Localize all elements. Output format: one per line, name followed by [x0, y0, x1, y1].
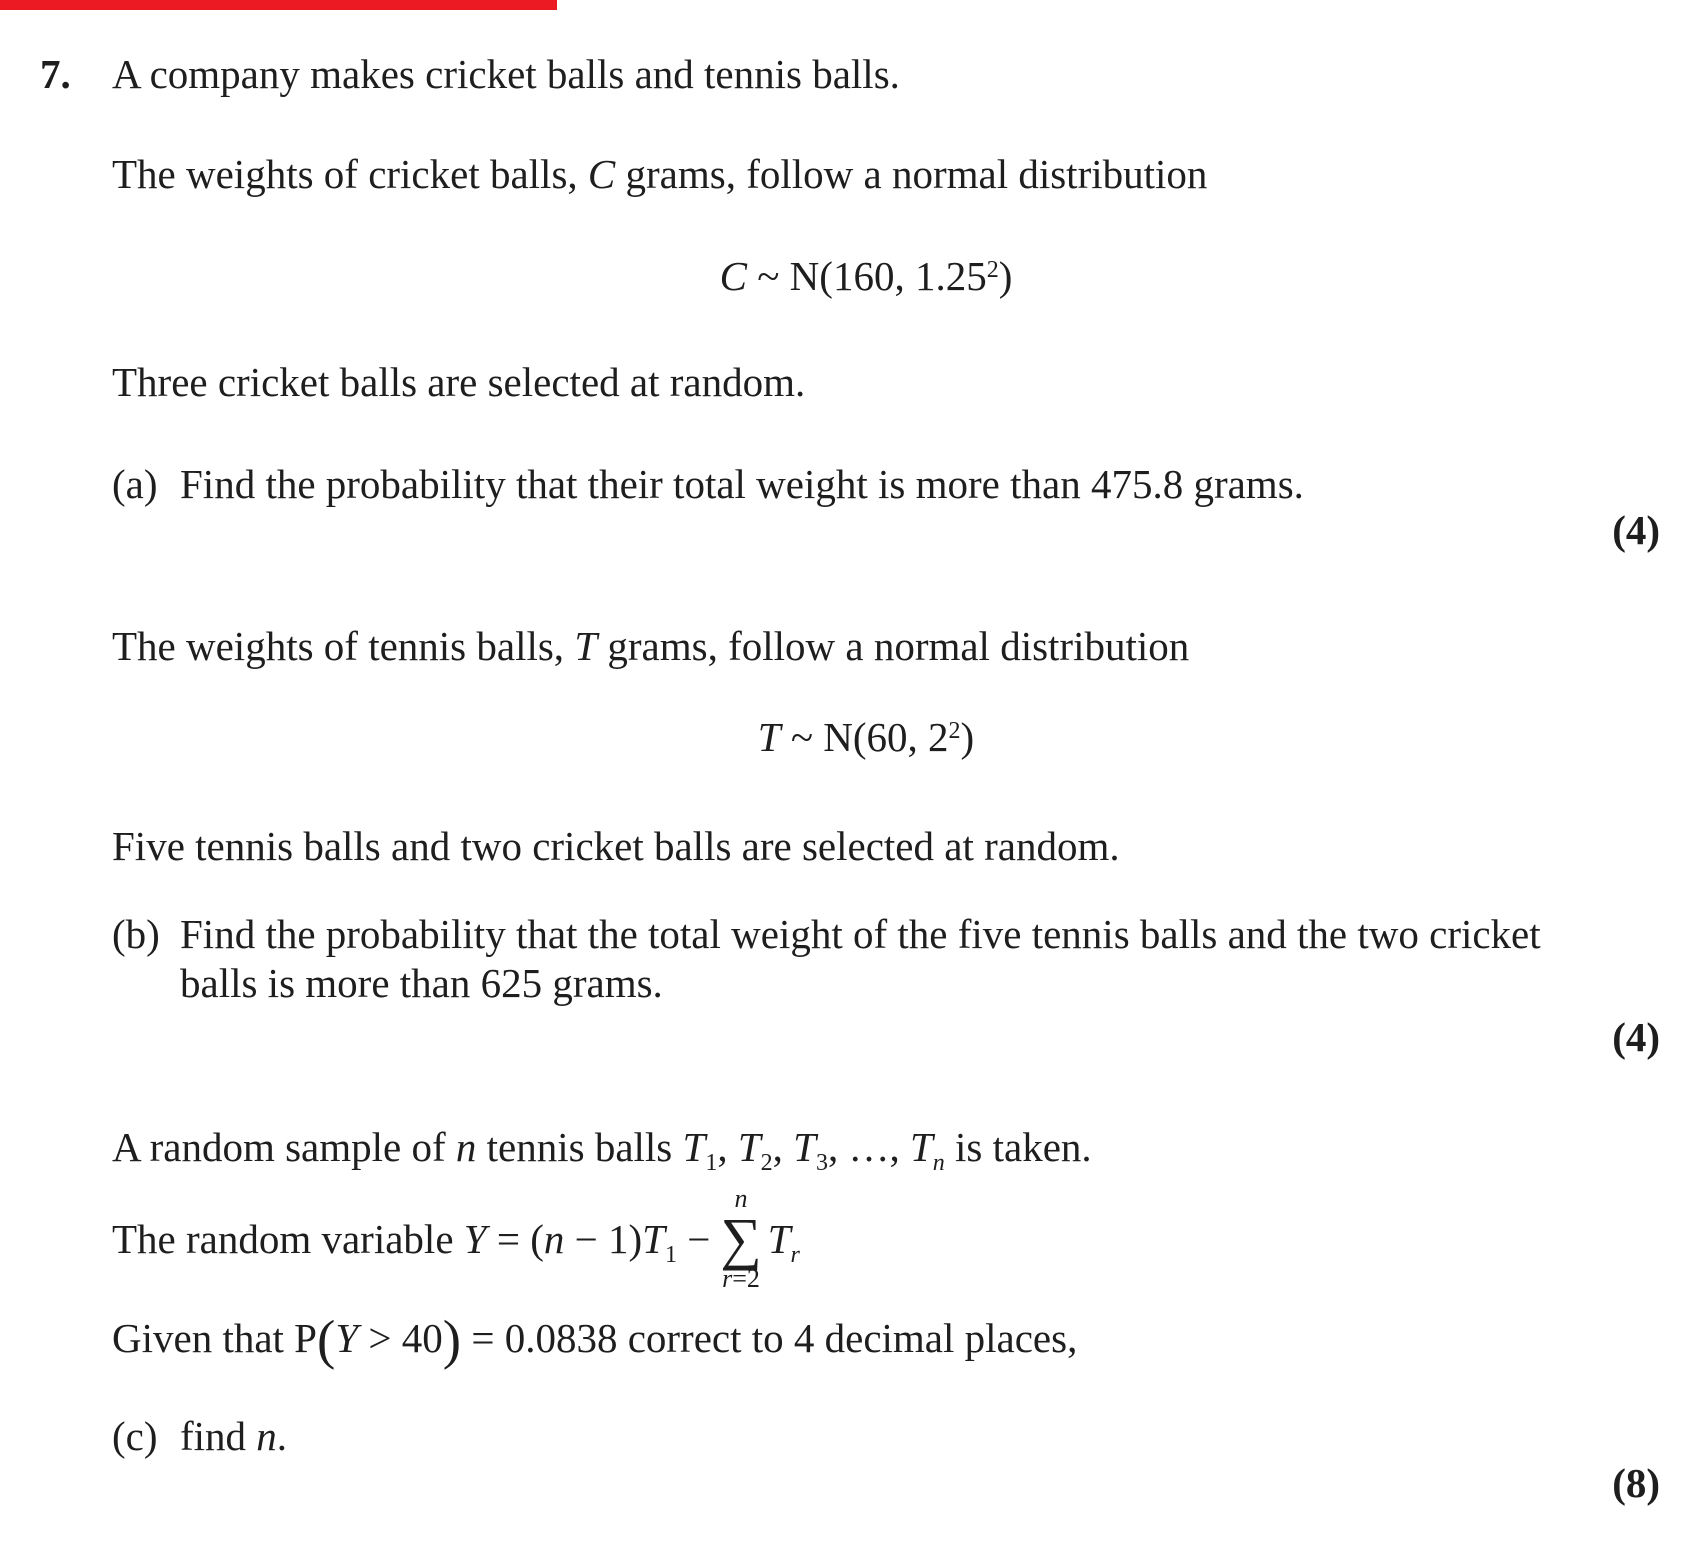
part-a-label: (a) [112, 461, 158, 507]
sep: , [772, 1124, 794, 1170]
cricket-dist-close: ) [998, 253, 1013, 299]
var-r: r [722, 1264, 733, 1293]
sample-line [112, 1122, 1092, 1176]
var-T: T [757, 714, 781, 760]
part-c-label: (c) [112, 1413, 158, 1459]
var-T: T [574, 623, 598, 669]
part-b-line2: balls is more than 625 grams. [180, 960, 663, 1006]
part-c-text: find [180, 1413, 257, 1459]
question-intro-line [40, 49, 900, 99]
tennis-weights-line [112, 621, 1189, 671]
var-Tn: T [909, 1124, 933, 1170]
tennis-desc-pre: The weights of tennis balls, [112, 623, 575, 669]
var-C: C [587, 151, 616, 197]
given-pre: Given that P [112, 1315, 317, 1361]
tennis-distribution-formula [112, 712, 1620, 762]
tennis-dist-exponent: 2 [948, 718, 961, 744]
tennis-desc-post: grams, follow a normal distribution [597, 623, 1190, 669]
given-line [112, 1309, 1078, 1370]
var-C: C [719, 253, 747, 299]
part-b-line1 [112, 909, 1541, 959]
part-b-text-line1: Find the probability that the total weight of the five tennis balls and the two cricket [180, 911, 1541, 957]
cricket-dist-body: ~ N(160, 1.25 [747, 253, 987, 299]
sample-pre: A random sample of [112, 1124, 456, 1170]
var-T1: T [682, 1124, 706, 1170]
summation-upper-limit: n [734, 1184, 748, 1213]
top-red-bar [0, 0, 557, 10]
minus-sign: − [676, 1216, 711, 1262]
part-a-line [112, 459, 1304, 509]
sample-mid: tennis balls [476, 1124, 683, 1170]
var-T2: T [737, 1124, 761, 1170]
minus-one-close-paren: − 1) [564, 1216, 643, 1262]
sample-post: is taken. [944, 1124, 1092, 1170]
var-T: T [767, 1216, 791, 1262]
equals-open-paren: = ( [486, 1216, 544, 1262]
cricket-dist-exponent: 2 [986, 257, 999, 283]
close-paren: ) [442, 1309, 462, 1370]
formula-right-group [767, 1215, 800, 1268]
tennis-dist-close: ) [960, 714, 975, 760]
tennis-dist-body: ~ N(60, 2 [780, 714, 949, 760]
cricket-desc-post: grams, follow a normal distribution [615, 151, 1208, 197]
ellipsis-sep: , …, [827, 1124, 910, 1170]
part-c-line [112, 1411, 287, 1461]
sub-r: r [790, 1242, 800, 1268]
sub-1: 1 [705, 1150, 718, 1176]
part-a-marks: (4) [1612, 507, 1660, 553]
question-intro-text: A company makes cricket balls and tennis balls. [112, 51, 900, 97]
sep: , [717, 1124, 738, 1170]
equals-two: =2 [732, 1264, 760, 1293]
condition: > 40 [358, 1315, 443, 1361]
question-number: 7. [40, 51, 71, 97]
formula-pre: The random variable [112, 1216, 464, 1262]
three-balls-line: Three cricket balls are selected at random. [112, 359, 806, 405]
summation-symbol [720, 1186, 761, 1292]
random-variable-formula [112, 1183, 800, 1295]
cricket-distribution-formula [112, 251, 1620, 301]
summation-lower-limit [722, 1266, 760, 1292]
var-n: n [543, 1216, 565, 1262]
formula-left-group [112, 1215, 711, 1268]
cricket-weights-line [112, 149, 1207, 199]
part-a-text: Find the probability that their total weight is more than 475.8 grams. [180, 461, 1304, 507]
given-post: = 0.0838 correct to 4 decimal places, [461, 1315, 1078, 1361]
part-c-period: . [276, 1413, 288, 1459]
sub-1: 1 [664, 1242, 677, 1268]
var-Y: Y [335, 1315, 359, 1361]
five-balls-line: Five tennis balls and two cricket balls are selected at random. [112, 823, 1120, 869]
sub-n: n [932, 1150, 945, 1176]
part-c-marks: (8) [1612, 1460, 1660, 1506]
open-paren: ( [316, 1309, 336, 1370]
var-n: n [256, 1413, 277, 1459]
sigma-icon: ∑ [720, 1206, 762, 1271]
sub-3: 3 [815, 1150, 828, 1176]
sub-2: 2 [760, 1150, 773, 1176]
var-T3: T [793, 1124, 816, 1170]
var-Y: Y [463, 1216, 487, 1262]
part-b-marks: (4) [1612, 1014, 1660, 1060]
cricket-desc-pre: The weights of cricket balls, [112, 151, 588, 197]
part-b-label: (b) [112, 911, 160, 957]
var-n: n [455, 1124, 477, 1170]
var-T: T [642, 1216, 665, 1262]
